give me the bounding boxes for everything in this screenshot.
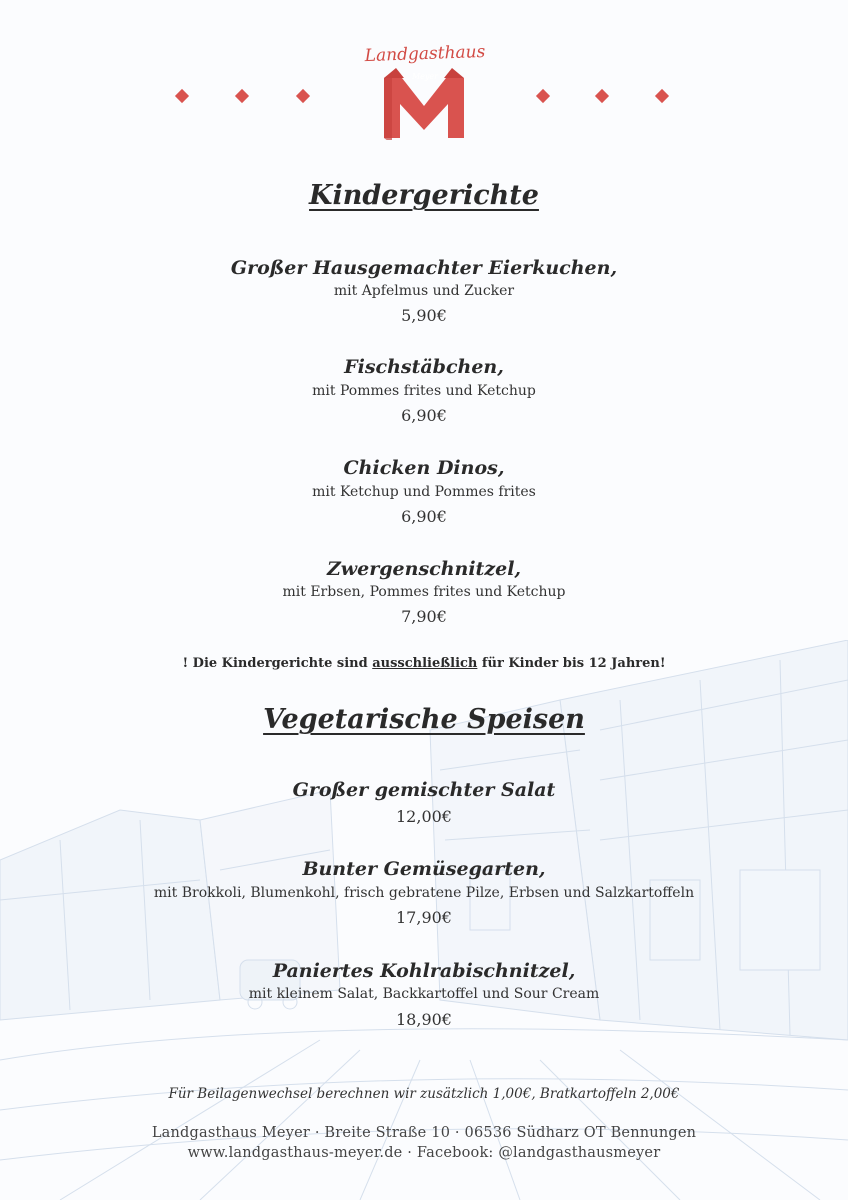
- dish-description: mit Apfelmus und Zucker: [333, 283, 515, 299]
- age-notice-after: für Kinder bis 12 Jahren!: [477, 656, 666, 671]
- dish-name: Bunter Gemüsegarten,: [302, 858, 546, 880]
- dish-description: mit Erbsen, Pommes frites und Ketchup: [282, 584, 566, 600]
- dish-description: mit Pommes frites und Ketchup: [312, 383, 536, 399]
- dish-price: 5,90€: [401, 306, 447, 325]
- dish-description: mit Brokkoli, Blumenkohl, frisch gebratene Pilze, Erbsen und Salzkartoffeln: [153, 885, 695, 901]
- age-notice: [0, 656, 848, 671]
- diamond-icon: [536, 89, 550, 103]
- dish-name: Großer Hausgemachter Eierkuchen,: [230, 257, 618, 279]
- diamond-icon: [175, 89, 189, 103]
- dish-price: 18,90€: [396, 1010, 452, 1029]
- dish-name: Chicken Dinos,: [343, 457, 505, 479]
- diamond-icon: [235, 89, 249, 103]
- dish-price: 7,90€: [401, 607, 447, 626]
- footer-web: www.landgasthaus-meyer.de · Facebook: @landgasthausmeyer: [187, 1145, 661, 1161]
- diamond-icon: [655, 89, 669, 103]
- diamond-icon: [595, 89, 609, 103]
- logo-wordmark: Landgasthaus: [364, 41, 486, 67]
- section-title-kindergerichte: Kindergerichte: [309, 180, 539, 211]
- dish-name: Fischstäbchen,: [344, 356, 504, 378]
- logo-subname: Meyer: [411, 72, 438, 81]
- dish-description: mit Ketchup und Pommes frites: [312, 484, 536, 500]
- dish-price: 17,90€: [396, 908, 452, 927]
- dish-name: Großer gemischter Salat: [292, 779, 556, 801]
- dish-price: 6,90€: [401, 507, 447, 526]
- diamond-icon: [296, 89, 310, 103]
- section-title-vegetarische-speisen: Vegetarische Speisen: [263, 704, 585, 735]
- side-dish-note: Für Beilagenwechsel berechnen wir zusätzlich 1,00€, Bratkartoffeln 2,00€: [168, 1086, 680, 1102]
- age-notice-emphasis: ausschließlich: [372, 656, 478, 671]
- dish-name: Zwergenschnitzel,: [326, 558, 522, 580]
- dish-name: Paniertes Kohlrabischnitzel,: [272, 960, 576, 982]
- footer-address: Landgasthaus Meyer · Breite Straße 10 · 06536 Südharz OT Bennungen: [151, 1125, 697, 1141]
- dish-price: 12,00€: [396, 807, 452, 826]
- dish-price: 6,90€: [401, 406, 447, 425]
- restaurant-logo: [0, 30, 848, 150]
- dish-description: mit kleinem Salat, Backkartoffel und Sour Cream: [248, 986, 600, 1002]
- age-notice-before: ! Die Kindergerichte sind: [182, 656, 373, 671]
